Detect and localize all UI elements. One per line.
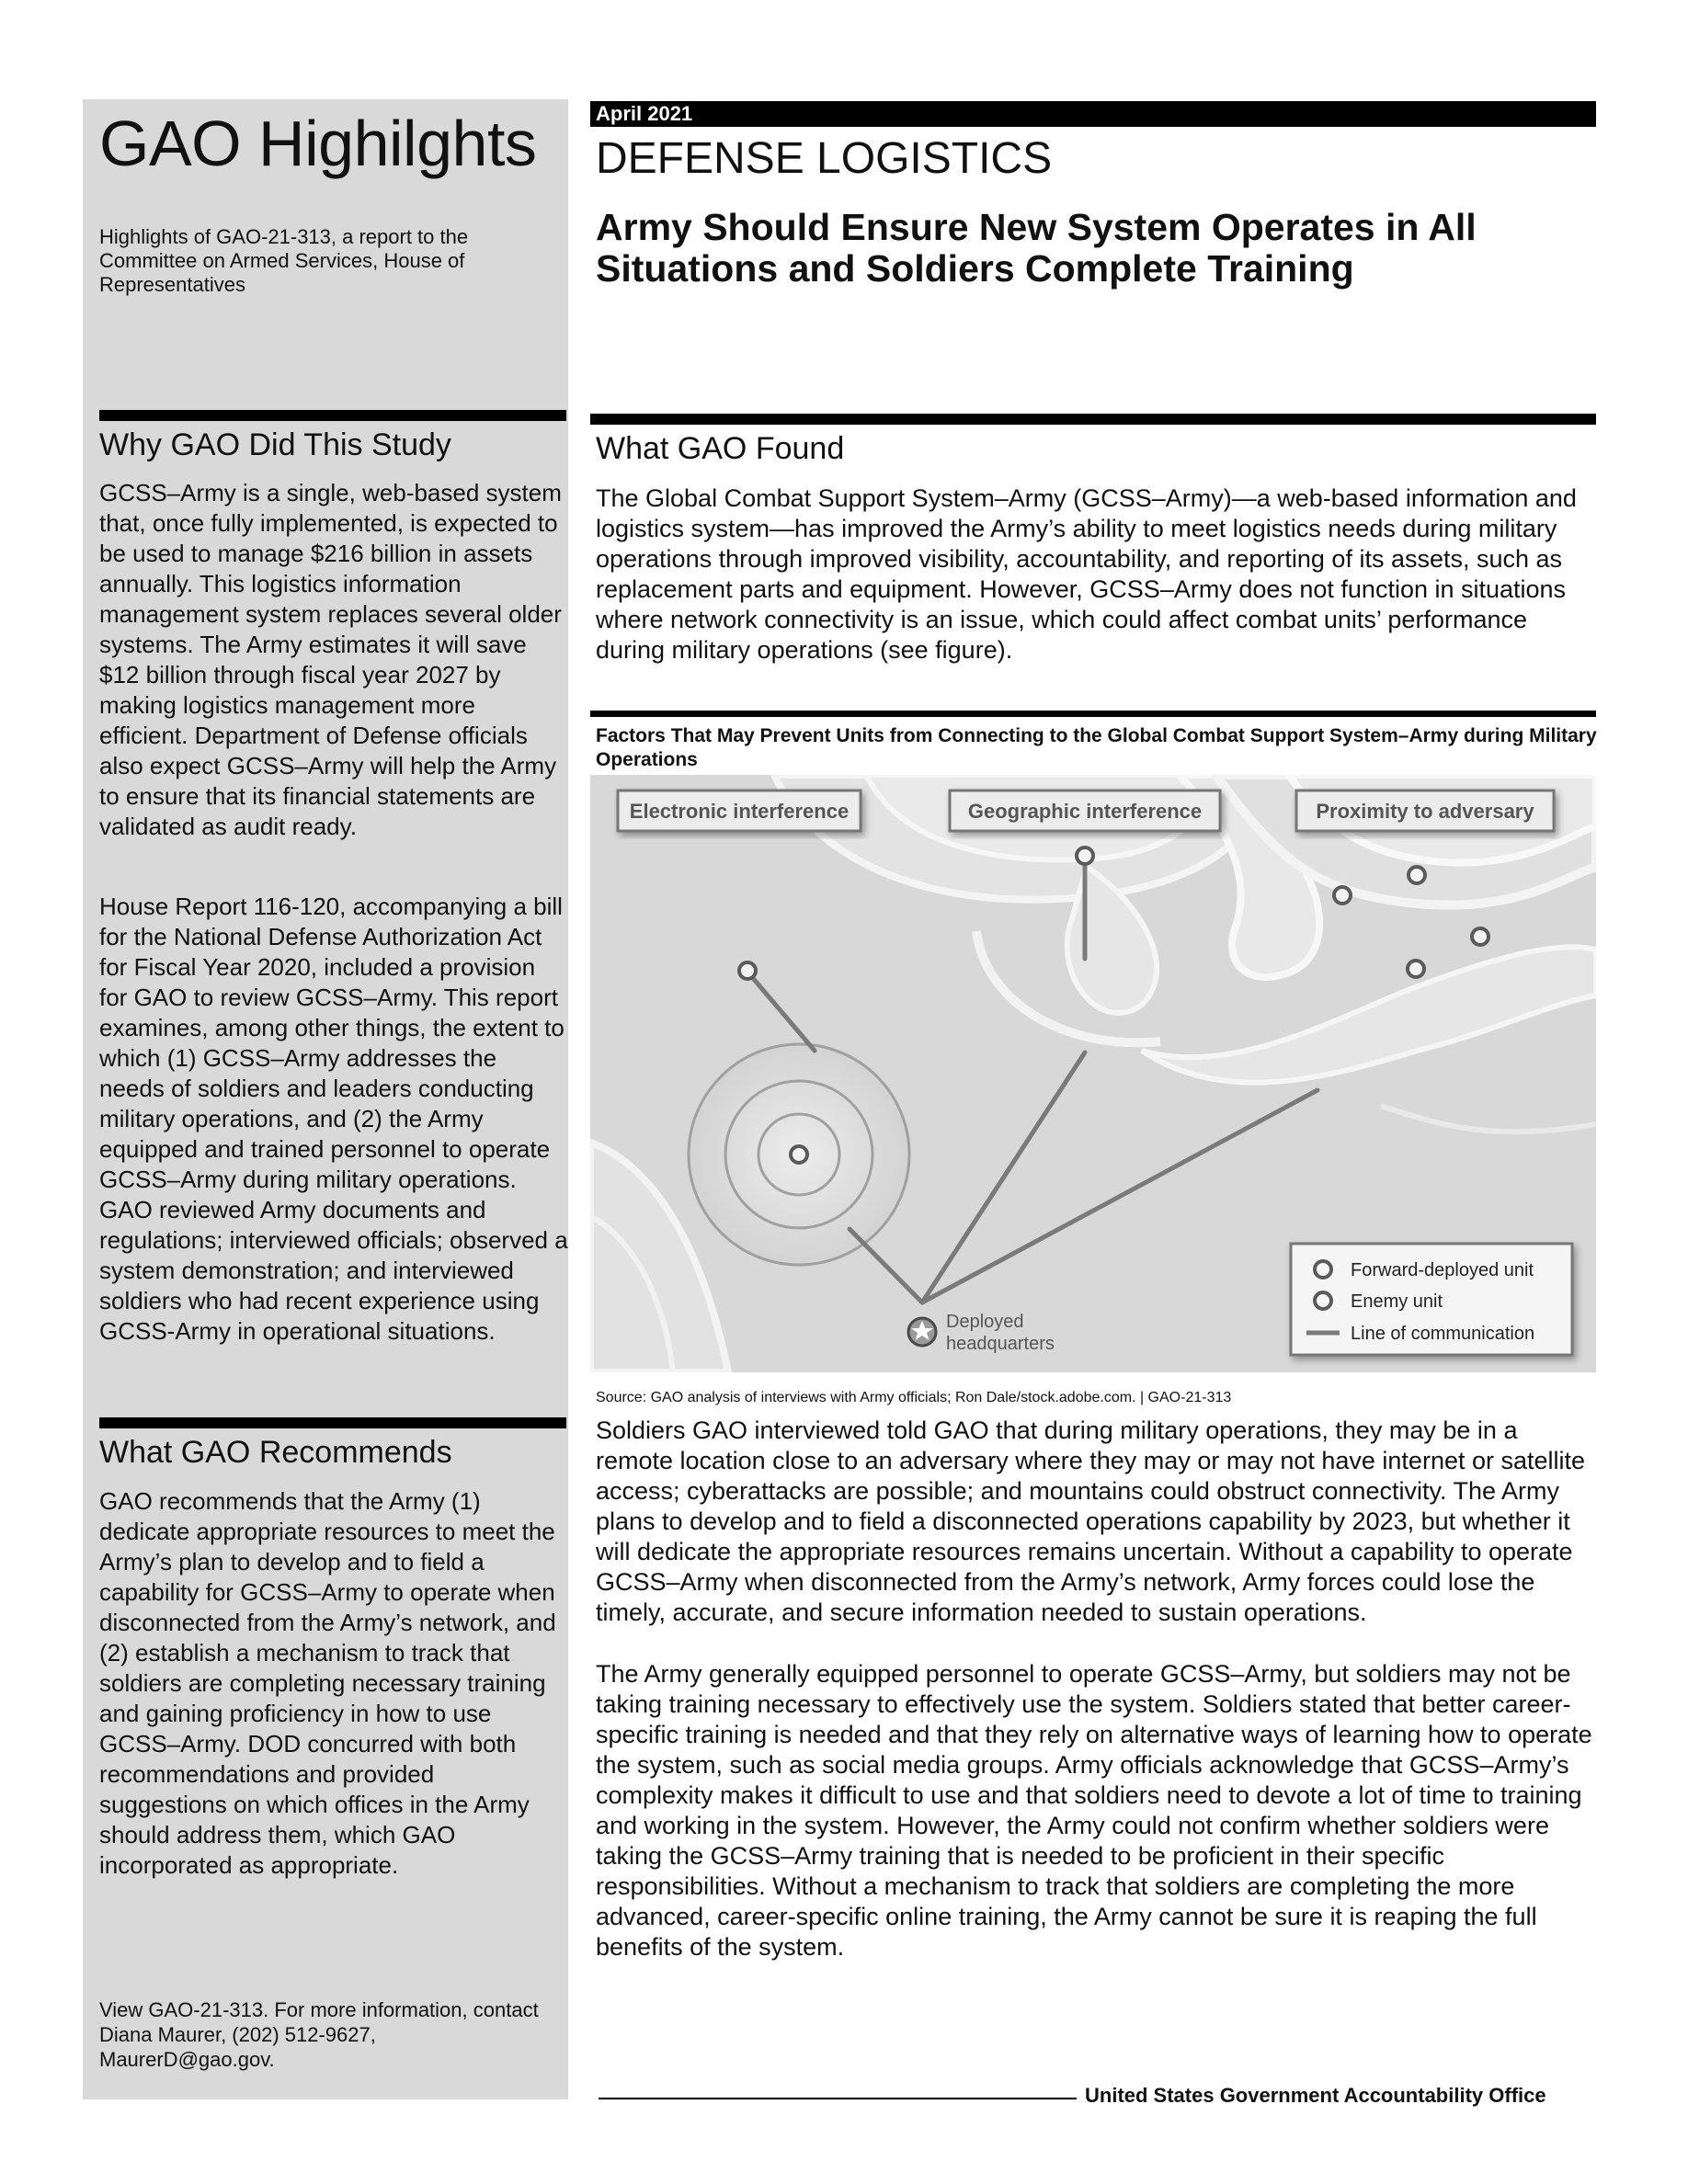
found-paragraph: The Global Combat Support System–Army (GCSS–Army)—a web-based information and logistics system—has improved the Army’s ability to meet logistics needs during military operations through improved visibility, accountability, and reporting of its assets, such as replacement parts and equipment. However, GCSS–Army does not function in situations where network connectivity is an issue, which could affect combat units’ performance during military operations (see figure). [596, 484, 1577, 664]
forward-unit-marker [739, 962, 756, 979]
legend-enemy-icon [1315, 1292, 1331, 1309]
found-paragraph: Soldiers GAO interviewed told GAO that during military operations, they may be in a remote location close to an adversary where they may or may not have internet or satellite access; cyberattacks are possible; and mountains could obstruct connectivity. The Army plans to develop and to field a disconnected operations capability by 2023, but whether it will dedicate the appropriate resources remains uncertain. Without a capability to operate GCSS–Army when disconnected from the Army’s network, Army forces could lose the timely, accurate, and secure information needed to sustain operations. [596, 1416, 1586, 1626]
footer-rule [599, 2098, 1077, 2099]
why-study-paragraph: House Report 116-120, accompanying a bill for the National Defense Authorization Act for Fiscal Year 2020, included a provision for GAO to review GCSS–Army. This report examines, among other things, the extent to which (1) GCSS–Army addresses the needs of soldiers and leaders conducting military operations, and (2) the Army equipped and trained personnel to operate GCSS–Army during military operations. GAO reviewed Army documents and regulations; interviewed officials; observed a system demonstration; and interviewed soldiers who had recent experience using GCSS-Army in operational situations. [99, 893, 568, 1345]
enemy-unit-marker [1472, 928, 1488, 945]
legend-enemy-label: Enemy unit [1351, 1291, 1443, 1312]
legend-forward-icon [1315, 1261, 1331, 1278]
contact-info: View GAO-21-313. For more information, contact Diana Maurer, (202) 512-9627, MaurerD@gao.gov. [99, 1998, 539, 2071]
hq-label: Deployed [946, 1312, 1024, 1332]
section-rule [99, 1417, 566, 1428]
legend-forward-label: Forward-deployed unit [1351, 1260, 1534, 1280]
enemy-unit-marker [1334, 887, 1351, 904]
why-study-paragraph: GCSS–Army is a single, web-based system that, once fully implemented, is expected to be used to manage $216 billion in assets annually. This logistics information management system replaces several older systems. The Army estimates it will save $12 billion through fiscal year 2027 by making logistics management more efficient. Department of Defense officials also expect GCSS–Army will help the Army to ensure that its financial statements are validated as audit ready. [99, 479, 562, 840]
forward-unit-marker [791, 1146, 807, 1163]
section-rule [590, 414, 1596, 425]
enemy-unit-marker [1408, 961, 1424, 977]
callout-geographic [950, 791, 1220, 831]
footer-organization: United States Government Accountability Office [1085, 2084, 1546, 2107]
report-date: April 2021 [590, 101, 1596, 127]
why-study-heading: Why GAO Did This Study [99, 427, 451, 462]
figure-title: Factors That May Prevent Units from Connecting to the Global Combat Support System–Army during Military Operations [596, 725, 1597, 770]
report-reference: Highlights of GAO-21-313, a report to the Committee on Armed Services, House of Representatives [99, 225, 469, 296]
headquarters-marker [908, 1318, 936, 1346]
callout-proximity [1296, 791, 1554, 831]
recommends-heading: What GAO Recommends [99, 1435, 452, 1470]
report-title: Army Should Ensure New System Operates in All Situations and Soldiers Complete Training [596, 206, 1477, 290]
callout-electronic-label: Electronic interference [629, 800, 850, 823]
connectivity-illustration [590, 775, 1596, 1372]
found-paragraph: The Army generally equipped personnel to operate GCSS–Army, but soldiers may not be taking training necessary to effectively use the system. Soldiers stated that better career-specific training is needed and that they rely on alternative ways of learning how to operate the system, such as social media groups. Army officials acknowledge that GCSS–Army’s complexity makes it difficult to use and that soldiers need to devote a lot of time to training and working in the system. However, the Army could not confirm whether soldiers were taking the GCSS–Army training that is needed to be proficient in their specific responsibilities. Without a mechanism to track that soldiers are completing the more advanced, career-specific online training, the Army cannot be sure it is reaping the full benefits of the system. [596, 1660, 1592, 1961]
hq-label: headquarters [946, 1334, 1055, 1354]
callout-electronic [618, 791, 861, 831]
figure-source: Source: GAO analysis of interviews with Army officials; Ron Dale/stock.adobe.com. | GAO-21-313 [596, 1390, 1232, 1405]
highlights-sidebar [83, 99, 568, 2099]
enemy-unit-marker [1409, 867, 1425, 883]
found-heading: What GAO Found [596, 431, 845, 466]
legend-line-label: Line of communication [1351, 1324, 1535, 1344]
figure-rule [590, 711, 1596, 717]
callout-proximity-label: Proximity to adversary [1316, 800, 1534, 823]
figure-legend [1291, 1244, 1572, 1355]
callout-geographic-label: Geographic interference [967, 800, 1203, 823]
gao-highlights-title: GAO Highilghts [99, 108, 537, 179]
report-subject: DEFENSE LOGISTICS [596, 134, 1053, 183]
section-rule [99, 410, 566, 421]
forward-unit-marker [1077, 847, 1093, 864]
recommends-paragraph: GAO recommends that the Army (1) dedicate appropriate resources to meet the Army’s plan to develop and to field a capability for GCSS–Army to operate when disconnected from the Army’s network, and (2) establish a mechanism to track that soldiers are completing necessary training and gaining proficiency in how to use GCSS–Army. DOD concurred with both recommendations and provided suggestions on which offices in the Army should address them, which GAO incorporated as appropriate. [99, 1487, 556, 1879]
